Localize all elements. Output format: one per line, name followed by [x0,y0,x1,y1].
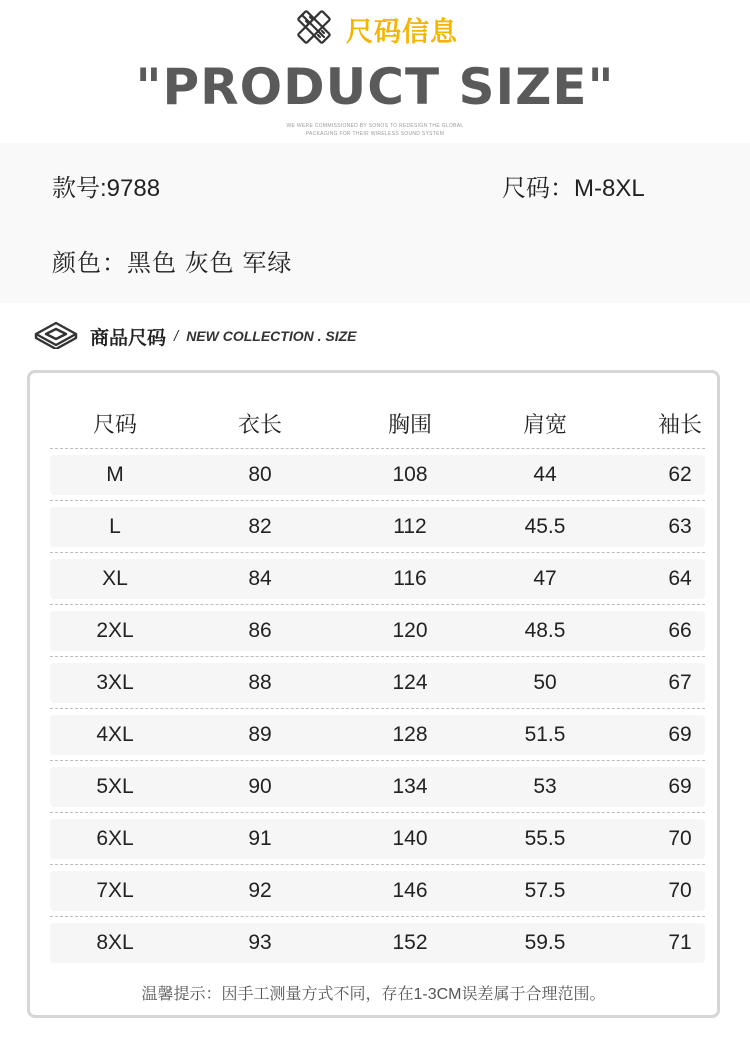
cell-shoulder: 45.5 [524,515,566,538]
title-row [0,8,750,50]
cell-shoulder: 55.5 [524,827,566,850]
cell-shoulder: 50 [533,671,557,694]
cell-sleeve: 70 [668,827,692,850]
size-range: 尺码：M-8XL [502,175,645,202]
cell-sleeve: 70 [668,879,692,902]
cell-chest: 146 [392,879,428,902]
size-table-grid [50,373,705,969]
table-row [50,865,705,917]
cell-chest: 112 [393,515,427,538]
cell-chest: 116 [393,567,427,590]
cell-sleeve: 69 [668,775,692,798]
table-row [50,761,705,813]
cell-length: 93 [248,931,272,954]
cell-chest: 134 [392,775,428,798]
cell-size: 2XL [96,619,134,642]
table-row [50,917,705,969]
box-icon [32,319,80,354]
color-options: 颜色：黑色 灰色 军绿 [52,250,293,277]
cell-sleeve: 71 [668,931,692,954]
cell-chest: 152 [392,931,428,954]
cell-chest: 128 [392,723,428,746]
section-label-en: NEW COLLECTION . SIZE [186,328,357,344]
cell-sleeve: 63 [668,515,692,538]
cell-sleeve: 67 [668,671,692,694]
table-row [50,813,705,865]
header-cell-size: 尺码 [92,411,137,437]
table-row [50,501,705,553]
style-number: 款号:9788 [52,175,161,202]
cell-size: 4XL [96,723,134,746]
size-table [27,370,720,1018]
cell-size: 7XL [96,879,134,902]
cell-length: 91 [248,827,272,850]
cell-size: XL [102,567,128,590]
cell-size: 6XL [96,827,134,850]
cell-size: 5XL [96,775,134,798]
cell-chest: 140 [392,827,428,850]
tagline-line2: PACKAGING FOR THEIR WIRELESS SOUND SYSTEM [305,131,445,137]
cell-shoulder: 51.5 [524,723,566,746]
product-info-band [0,143,750,303]
section-label-cn: 商品尺码 [90,327,167,349]
cell-sleeve: 62 [668,463,692,486]
cell-shoulder: 57.5 [524,879,566,902]
table-row [50,605,705,657]
cell-sleeve: 69 [668,723,692,746]
ruler-pencil-icon [292,7,336,52]
page-title: "PRODUCT SIZE" [135,58,615,116]
cell-length: 82 [248,515,272,538]
cell-shoulder: 59.5 [524,931,566,954]
cell-size: L [109,515,121,538]
cell-shoulder: 48.5 [524,619,566,642]
table-row [50,553,705,605]
section-header [32,316,357,356]
cell-length: 90 [248,775,272,798]
header-cell-chest: 胸围 [387,411,432,437]
cell-length: 84 [248,567,272,590]
cell-size: 3XL [96,671,134,694]
cell-chest: 120 [392,619,428,642]
cell-chest: 108 [392,463,428,486]
cell-size: 8XL [96,931,134,954]
cell-length: 92 [248,879,272,902]
cell-sleeve: 64 [668,567,692,590]
table-row [50,657,705,709]
measurement-note: 温馨提示：因手工测量方式不同，存在1-3CM误差属于合理范围。 [141,986,606,1003]
header [0,0,750,140]
cell-size: M [106,463,124,486]
table-row [50,449,705,501]
cell-length: 89 [248,723,272,746]
header-cell-shoulder: 肩宽 [522,411,567,437]
header-cell-sleeve: 袖长 [657,411,702,437]
cell-length: 88 [248,671,272,694]
cell-shoulder: 53 [533,775,557,798]
cell-shoulder: 44 [533,463,557,486]
section-title-cn: 尺码信息 [346,16,458,47]
cell-shoulder: 47 [533,567,557,590]
section-separator: / [174,327,179,345]
table-row [50,709,705,761]
table-header-row [50,373,705,449]
tagline-line1: WE WERE COMMISSIONED BY SONOS TO REDESIGN THE GLOBAL [286,123,464,129]
cell-length: 80 [248,463,272,486]
cell-chest: 124 [392,671,428,694]
cell-sleeve: 66 [668,619,692,642]
header-cell-length: 衣长 [237,411,282,437]
cell-length: 86 [248,619,272,642]
